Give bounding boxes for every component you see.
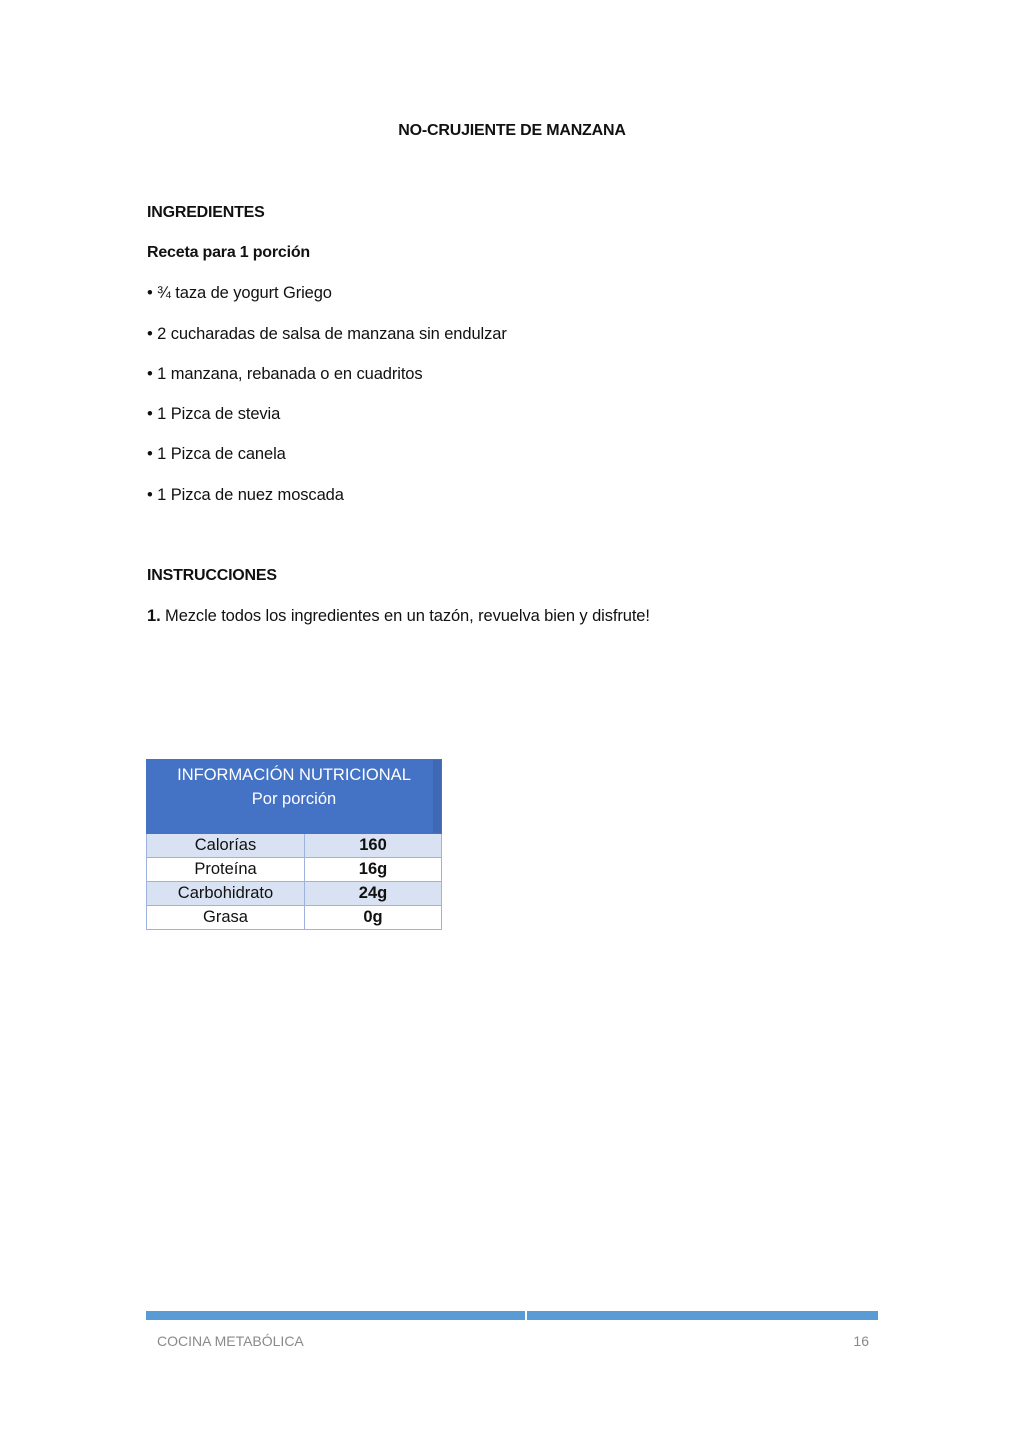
ingredient-item: • 1 manzana, rebanada o en cuadritos: [147, 365, 423, 383]
instructions-heading: INSTRUCCIONES: [147, 567, 277, 584]
ingredient-item: • 1 Pizca de nuez moscada: [147, 486, 344, 504]
page-number: 16: [853, 1333, 869, 1349]
table-row: [147, 834, 442, 858]
footer-rule-right: [527, 1311, 878, 1320]
nutrition-table: [146, 759, 442, 930]
nutrient-value: 160: [305, 834, 442, 858]
table-row: [147, 882, 442, 906]
footer-rule-left: [146, 1311, 525, 1320]
table-row: [147, 858, 442, 882]
instruction-step-text: Mezcle todos los ingredientes en un tazón, revuelva bien y disfrute!: [160, 607, 650, 625]
ingredients-heading: INGREDIENTES: [147, 204, 265, 221]
instruction-step: [147, 607, 650, 626]
nutrition-header-title: INFORMACIÓN NUTRICIONAL: [177, 766, 411, 784]
nutrient-value: 16g: [305, 858, 442, 882]
ingredient-item: • 2 cucharadas de salsa de manzana sin endulzar: [147, 325, 507, 343]
nutrient-label: Proteína: [147, 858, 305, 882]
nutrient-value: 24g: [305, 882, 442, 906]
nutrition-header-subtitle: Por porción: [251, 790, 337, 808]
servings-label: Receta para 1 porción: [147, 244, 310, 261]
nutrient-label: Calorías: [147, 834, 305, 858]
footer-book-title: COCINA METABÓLICA: [157, 1333, 304, 1349]
nutrient-value: 0g: [305, 906, 442, 930]
ingredient-item: • 1 Pizca de stevia: [147, 405, 281, 423]
ingredient-item: • ¾ taza de yogurt Griego: [147, 284, 332, 302]
ingredient-item: • 1 Pizca de canela: [147, 445, 286, 463]
page-title: NO-CRUJIENTE DE MANZANA: [398, 122, 626, 139]
nutrition-table-header: [147, 760, 442, 834]
table-row: [147, 906, 442, 930]
instruction-step-number: 1.: [147, 607, 161, 625]
nutrient-label: Carbohidrato: [147, 882, 305, 906]
nutrient-label: Grasa: [147, 906, 305, 930]
